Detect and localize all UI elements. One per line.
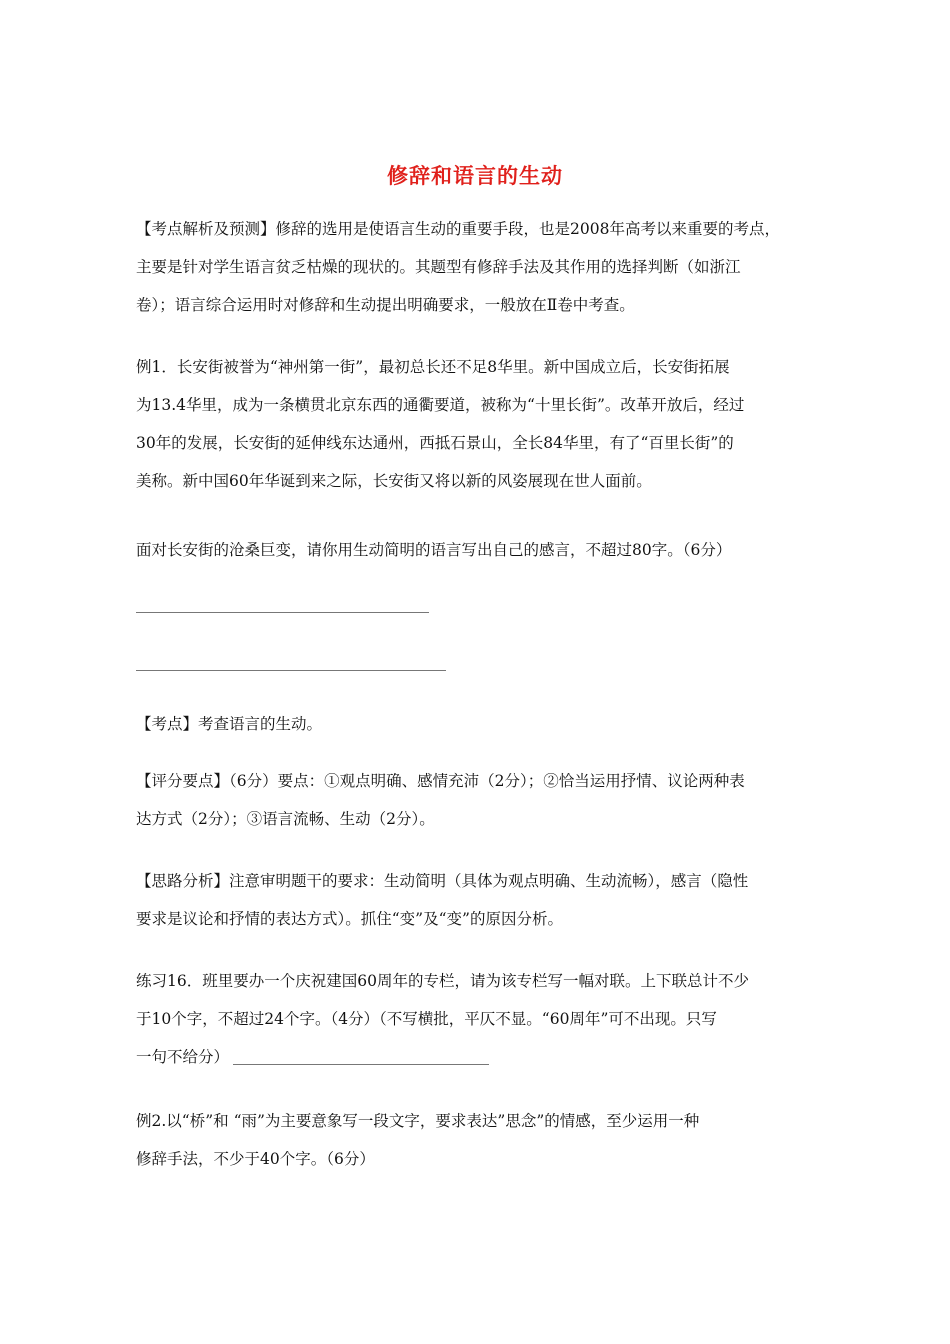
example1-line: 美称。新中国60年华诞到来之际，长安街又将以新的风姿展现在世人面前。 bbox=[136, 472, 652, 490]
answer-blank[interactable] bbox=[233, 1046, 489, 1065]
answer-line[interactable] bbox=[136, 670, 446, 671]
practice16-text: 一句不给分） bbox=[136, 1048, 230, 1066]
intro-line: 【考点解析及预测】修辞的选用是使语言生动的重要手段，也是2008年高考以来重要的考点， bbox=[136, 220, 780, 238]
example1-line: 为13.4华里，成为一条横贯北京东西的通衢要道，被称为“十里长街”。改革开放后，经过 bbox=[136, 396, 745, 414]
practice16-line: 练习16．班里要办一个庆祝建国60周年的专栏，请为该专栏写一幅对联。上下联总计不少 bbox=[136, 972, 749, 990]
example1-line: 30年的发展，长安街的延伸线东达通州，西抵石景山，全长84华里，有了“百里长街”的 bbox=[136, 434, 734, 452]
scoring-paragraph bbox=[136, 762, 836, 838]
example1-paragraph bbox=[136, 348, 836, 500]
practice16-line bbox=[136, 1038, 836, 1076]
example2-line: 修辞手法，不少于40个字。（6分） bbox=[136, 1150, 375, 1168]
intro-line: 主要是针对学生语言贫乏枯燥的现状的。其题型有修辞手法及其作用的选择判断（如浙江 bbox=[136, 258, 741, 276]
document-title: 修辞和语言的生动 bbox=[387, 163, 563, 188]
kaodian-paragraph bbox=[136, 705, 836, 743]
analysis-paragraph bbox=[136, 862, 836, 938]
scoring-line: 达方式（2分）；③语言流畅、生动（2分）。 bbox=[136, 810, 435, 828]
scoring-line: 【评分要点】（6分）要点：①观点明确、感情充沛（2分）；②恰当运用抒情、议论两种表 bbox=[136, 772, 745, 790]
question1 bbox=[136, 531, 836, 569]
example2-paragraph bbox=[136, 1102, 836, 1178]
analysis-line: 要求是议论和抒情的表达方式）。抓住“变”及“变”的原因分析。 bbox=[136, 910, 563, 928]
answer-line[interactable] bbox=[136, 612, 429, 613]
example2-line: 例2.以“桥”和 “雨”为主要意象写一段文字，要求表达”思念”的情感，至少运用一种 bbox=[136, 1112, 700, 1130]
analysis-line: 【思路分析】注意审明题干的要求：生动简明（具体为观点明确、生动流畅），感言（隐性 bbox=[136, 872, 749, 890]
practice16-paragraph bbox=[136, 962, 836, 1076]
kaodian-line: 【考点】考查语言的生动。 bbox=[136, 715, 323, 733]
example1-line: 例1．长安街被誉为“神州第一街”，最初总长还不足8华里。新中国成立后，长安街拓展 bbox=[136, 358, 730, 376]
intro-line: 卷）；语言综合运用时对修辞和生动提出明确要求，一般放在Ⅱ卷中考查。 bbox=[136, 296, 635, 314]
question1-line: 面对长安街的沧桑巨变，请你用生动简明的语言写出自己的感言，不超过80字。（6分） bbox=[136, 541, 732, 559]
intro-paragraph bbox=[136, 210, 836, 324]
practice16-line: 于10个字，不超过24个字。（4分）（不写横批，平仄不显。“60周年”可不出现。只写 bbox=[136, 1010, 717, 1028]
